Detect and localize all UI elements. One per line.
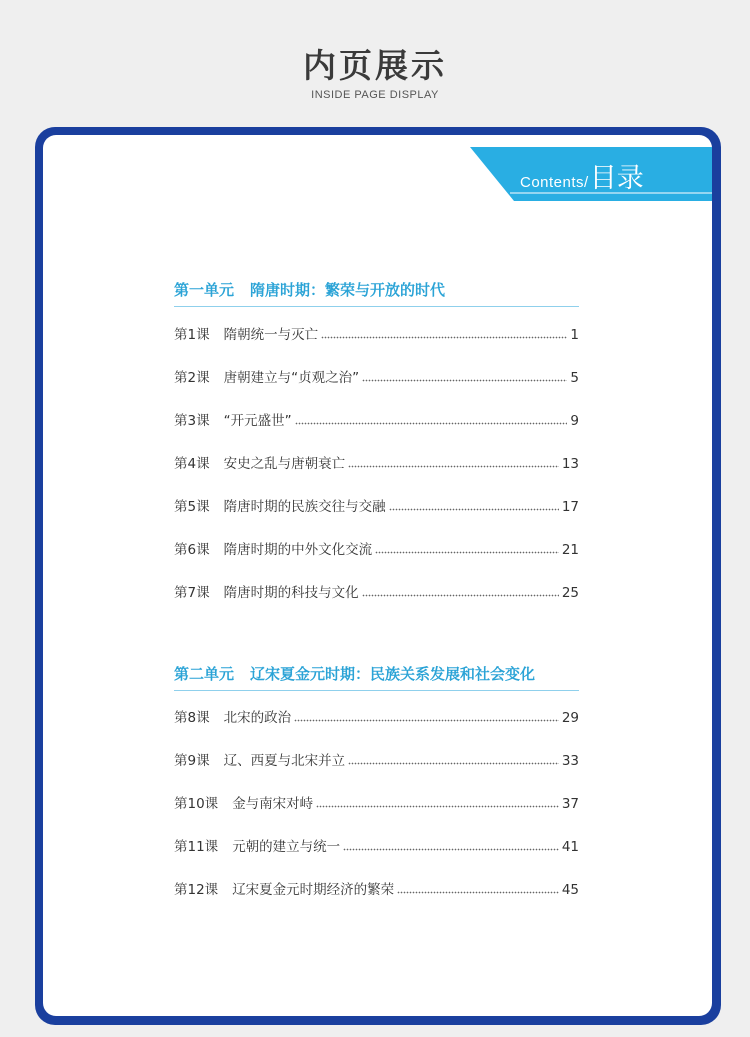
page-number: 41: [561, 839, 579, 855]
lesson-number: 第8课: [174, 710, 210, 726]
dot-leader: [375, 550, 559, 554]
unit-heading: [174, 663, 579, 691]
toc-entry[interactable]: [174, 706, 579, 726]
dot-leader: [348, 464, 559, 468]
contents-banner: [470, 147, 712, 201]
unit-2: [174, 663, 579, 898]
dot-leader: [362, 593, 559, 597]
lesson-number: 第9课: [174, 753, 210, 769]
lesson-title: “开元盛世”: [223, 413, 292, 429]
lesson-title: 唐朝建立与“贞观之治”: [223, 370, 360, 386]
lesson-number: 第7课: [174, 585, 210, 601]
page-number: 5: [570, 370, 579, 386]
page-header: [0, 0, 750, 120]
lesson-title: 元朝的建立与统一: [232, 839, 341, 855]
lesson-title: 隋唐时期的中外文化交流: [223, 542, 373, 558]
dot-leader: [294, 718, 559, 722]
dot-leader: [348, 761, 559, 765]
lesson-number: 第5课: [174, 499, 210, 515]
lesson-title: 隋唐时期的科技与文化: [223, 585, 359, 601]
page-number: 13: [561, 456, 579, 472]
page-number: 25: [561, 585, 579, 601]
dot-leader: [389, 507, 559, 511]
toc-entry[interactable]: [174, 366, 579, 386]
toc-entry[interactable]: [174, 749, 579, 769]
page-number: 1: [570, 327, 579, 343]
dot-leader: [321, 335, 567, 339]
toc-entry[interactable]: [174, 878, 579, 898]
page-number: 21: [561, 542, 579, 558]
page-number: 33: [561, 753, 579, 769]
lesson-number: 第6课: [174, 542, 210, 558]
toc-entry[interactable]: [174, 792, 579, 812]
unit-number: 第二单元: [174, 665, 235, 683]
page-number: 45: [561, 882, 579, 898]
dot-leader: [397, 890, 559, 894]
unit-1: [174, 279, 579, 601]
toc-entry[interactable]: [174, 495, 579, 515]
dot-leader: [316, 804, 559, 808]
banner-chinese: 目录: [589, 163, 644, 194]
toc-entry[interactable]: [174, 409, 579, 429]
dot-leader: [362, 378, 567, 382]
toc-entry[interactable]: [174, 452, 579, 472]
page-title: 内页展示: [303, 46, 447, 85]
unit-title: 辽宋夏金元时期：民族关系发展和社会变化: [250, 665, 536, 683]
lesson-number: 第11课: [174, 839, 219, 855]
contents-page: [43, 135, 712, 1016]
unit-heading: [174, 279, 579, 307]
lesson-title: 安史之乱与唐朝衰亡: [223, 456, 346, 472]
lesson-number: 第3课: [174, 413, 210, 429]
page-number: 29: [561, 710, 579, 726]
toc-entry[interactable]: [174, 538, 579, 558]
page-number: 9: [570, 413, 579, 429]
toc-entry[interactable]: [174, 323, 579, 343]
page-number: 37: [561, 796, 579, 812]
lesson-number: 第12课: [174, 882, 219, 898]
lesson-title: 北宋的政治: [223, 710, 292, 726]
lesson-number: 第4课: [174, 456, 210, 472]
toc-entry[interactable]: [174, 581, 579, 601]
lesson-title: 隋唐时期的民族交往与交融: [223, 499, 386, 515]
lesson-title: 金与南宋对峙: [232, 796, 314, 812]
lesson-number: 第10课: [174, 796, 219, 812]
page-subtitle: INSIDE PAGE DISPLAY: [311, 89, 439, 101]
lesson-title: 隋朝统一与灭亡: [223, 327, 319, 343]
dot-leader: [295, 421, 568, 425]
dot-leader: [343, 847, 559, 851]
page-number: 17: [561, 499, 579, 515]
unit-number: 第一单元: [174, 281, 235, 299]
unit-title: 隋唐时期：繁荣与开放的时代: [250, 281, 446, 299]
lesson-title: 辽、西夏与北宋并立: [223, 753, 346, 769]
banner-english: Contents/: [520, 174, 589, 191]
lesson-number: 第1课: [174, 327, 210, 343]
lesson-title: 辽宋夏金元时期经济的繁荣: [232, 882, 395, 898]
toc-entry[interactable]: [174, 835, 579, 855]
lesson-number: 第2课: [174, 370, 210, 386]
